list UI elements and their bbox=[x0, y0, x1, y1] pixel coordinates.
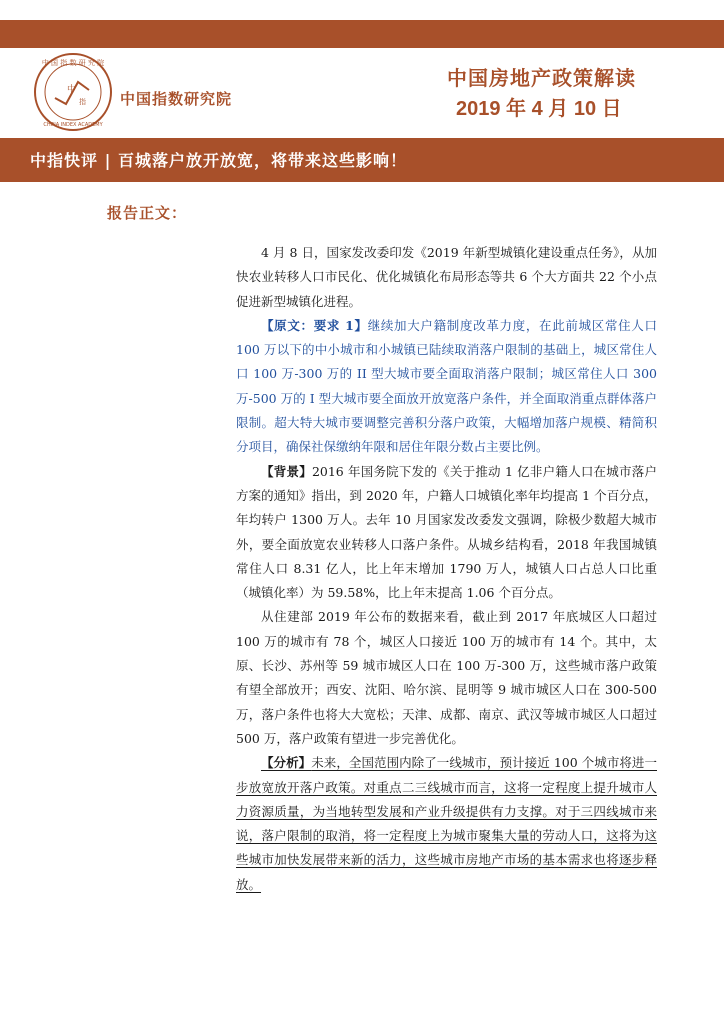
logo-char-2: 指 bbox=[79, 98, 86, 106]
background-body: 2016 年国务院下发的《关于推动 1 亿非户籍人口在城市落户方案的通知》指出，到 2020 年，户籍人口城镇化率年均提高 1 个百分点，年均转户 1300 万人。去年 10 月国家发改委发文强调，除极少数超大城市外，要全面放宽农业转移人口落户条件。从城乡结构看，2018 年我国城镇常住人口 8.31 亿人，比上年末增加 1790 万人，城镇人口占总人口比重（城镇化率）为 59.58%，比上年末提高 1.06 个百分点。 bbox=[236, 463, 657, 601]
paragraph-background bbox=[236, 460, 657, 606]
paragraph-data: 从住建部 2019 年公布的数据来看，截止到 2017 年底城区人口超过 100 万的城市有 78 个，城区人口接近 100 万的城市有 14 个。其中，太原、长沙、苏州等 59 城市城区人口在 100 万-300 万，这些城市落户政策有望全部放开；西安、沈阳、哈尔滨、昆明等 9 城市城区人口在 300-500 万，落户条件也将大大宽松；天津、成都、南京、武汉等城市城区人口超过 500 万，落户政策有望进一步完善优化。 bbox=[236, 609, 657, 746]
svg-text:CHINA INDEX ACADEMY: CHINA INDEX ACADEMY bbox=[43, 122, 103, 128]
china-index-academy-logo bbox=[33, 52, 113, 132]
report-body bbox=[236, 241, 657, 897]
logo-char-1: 中 bbox=[67, 85, 77, 95]
section-label: 报告正文： bbox=[107, 204, 188, 222]
document-date: 2019 年 4 月 10 日 bbox=[456, 98, 622, 120]
background-tag: 【背景】 bbox=[261, 463, 312, 479]
paragraph-analysis bbox=[236, 751, 657, 897]
report-title: 中指快评 | 百城落户放开放宽，将带来这些影响！ bbox=[30, 151, 407, 170]
paragraph-intro: 4 月 8 日，国家发改委印发《2019 年新型城镇化建设重点任务》，从加快农业转移人口市民化、优化城镇化布局形态等共 6 个大方面共 22 个小点促进新型城镇化进程。 bbox=[236, 245, 657, 309]
document-type-title: 中国房地产政策解读 bbox=[447, 66, 636, 90]
original-text-body: 继续加大户籍制度改革力度，在此前城区常住人口 100 万以下的中小城市和小城镇已陆续取消落户限制的基础上，城区常住人口 100 万-300 万的 II 型大城市要全面取消落户限制；城区常住人口 300 万-500 万的 I 型大城市要全面放开放宽落户条件，并全面取消重点群体落户限制。超大特大城市要调整完善积分落户政策，大幅增加落户规模、精简积分项目，确保社保缴纳年限和居住年限分数占主要比例。 bbox=[236, 317, 657, 455]
top-decorative-bar bbox=[0, 20, 724, 48]
paragraph-original-text bbox=[236, 314, 657, 460]
analysis-body: 未来，全国范围内除了一线城市，预计接近 100 个城市将进一步放宽放开落户政策。对重点二三线城市而言，这将一定程度上提升城市人力资源质量，为当地转型发展和产业升级提供有力支撑。对于三四线城市来说，落户限制的取消，将一定程度上为城市聚集大量的劳动人口，这将为这些城市加快发展带来新的活力，这些城市房地产市场的基本需求也将逐步释放。 bbox=[236, 755, 657, 892]
analysis-tag: 【分析】 bbox=[261, 755, 312, 771]
svg-text:中 国 指 数 研 究 院: 中 国 指 数 研 究 院 bbox=[41, 59, 105, 67]
org-name: 中国指数研究院 bbox=[120, 90, 233, 108]
original-text-tag: 【原文：要求 1】 bbox=[261, 317, 368, 333]
